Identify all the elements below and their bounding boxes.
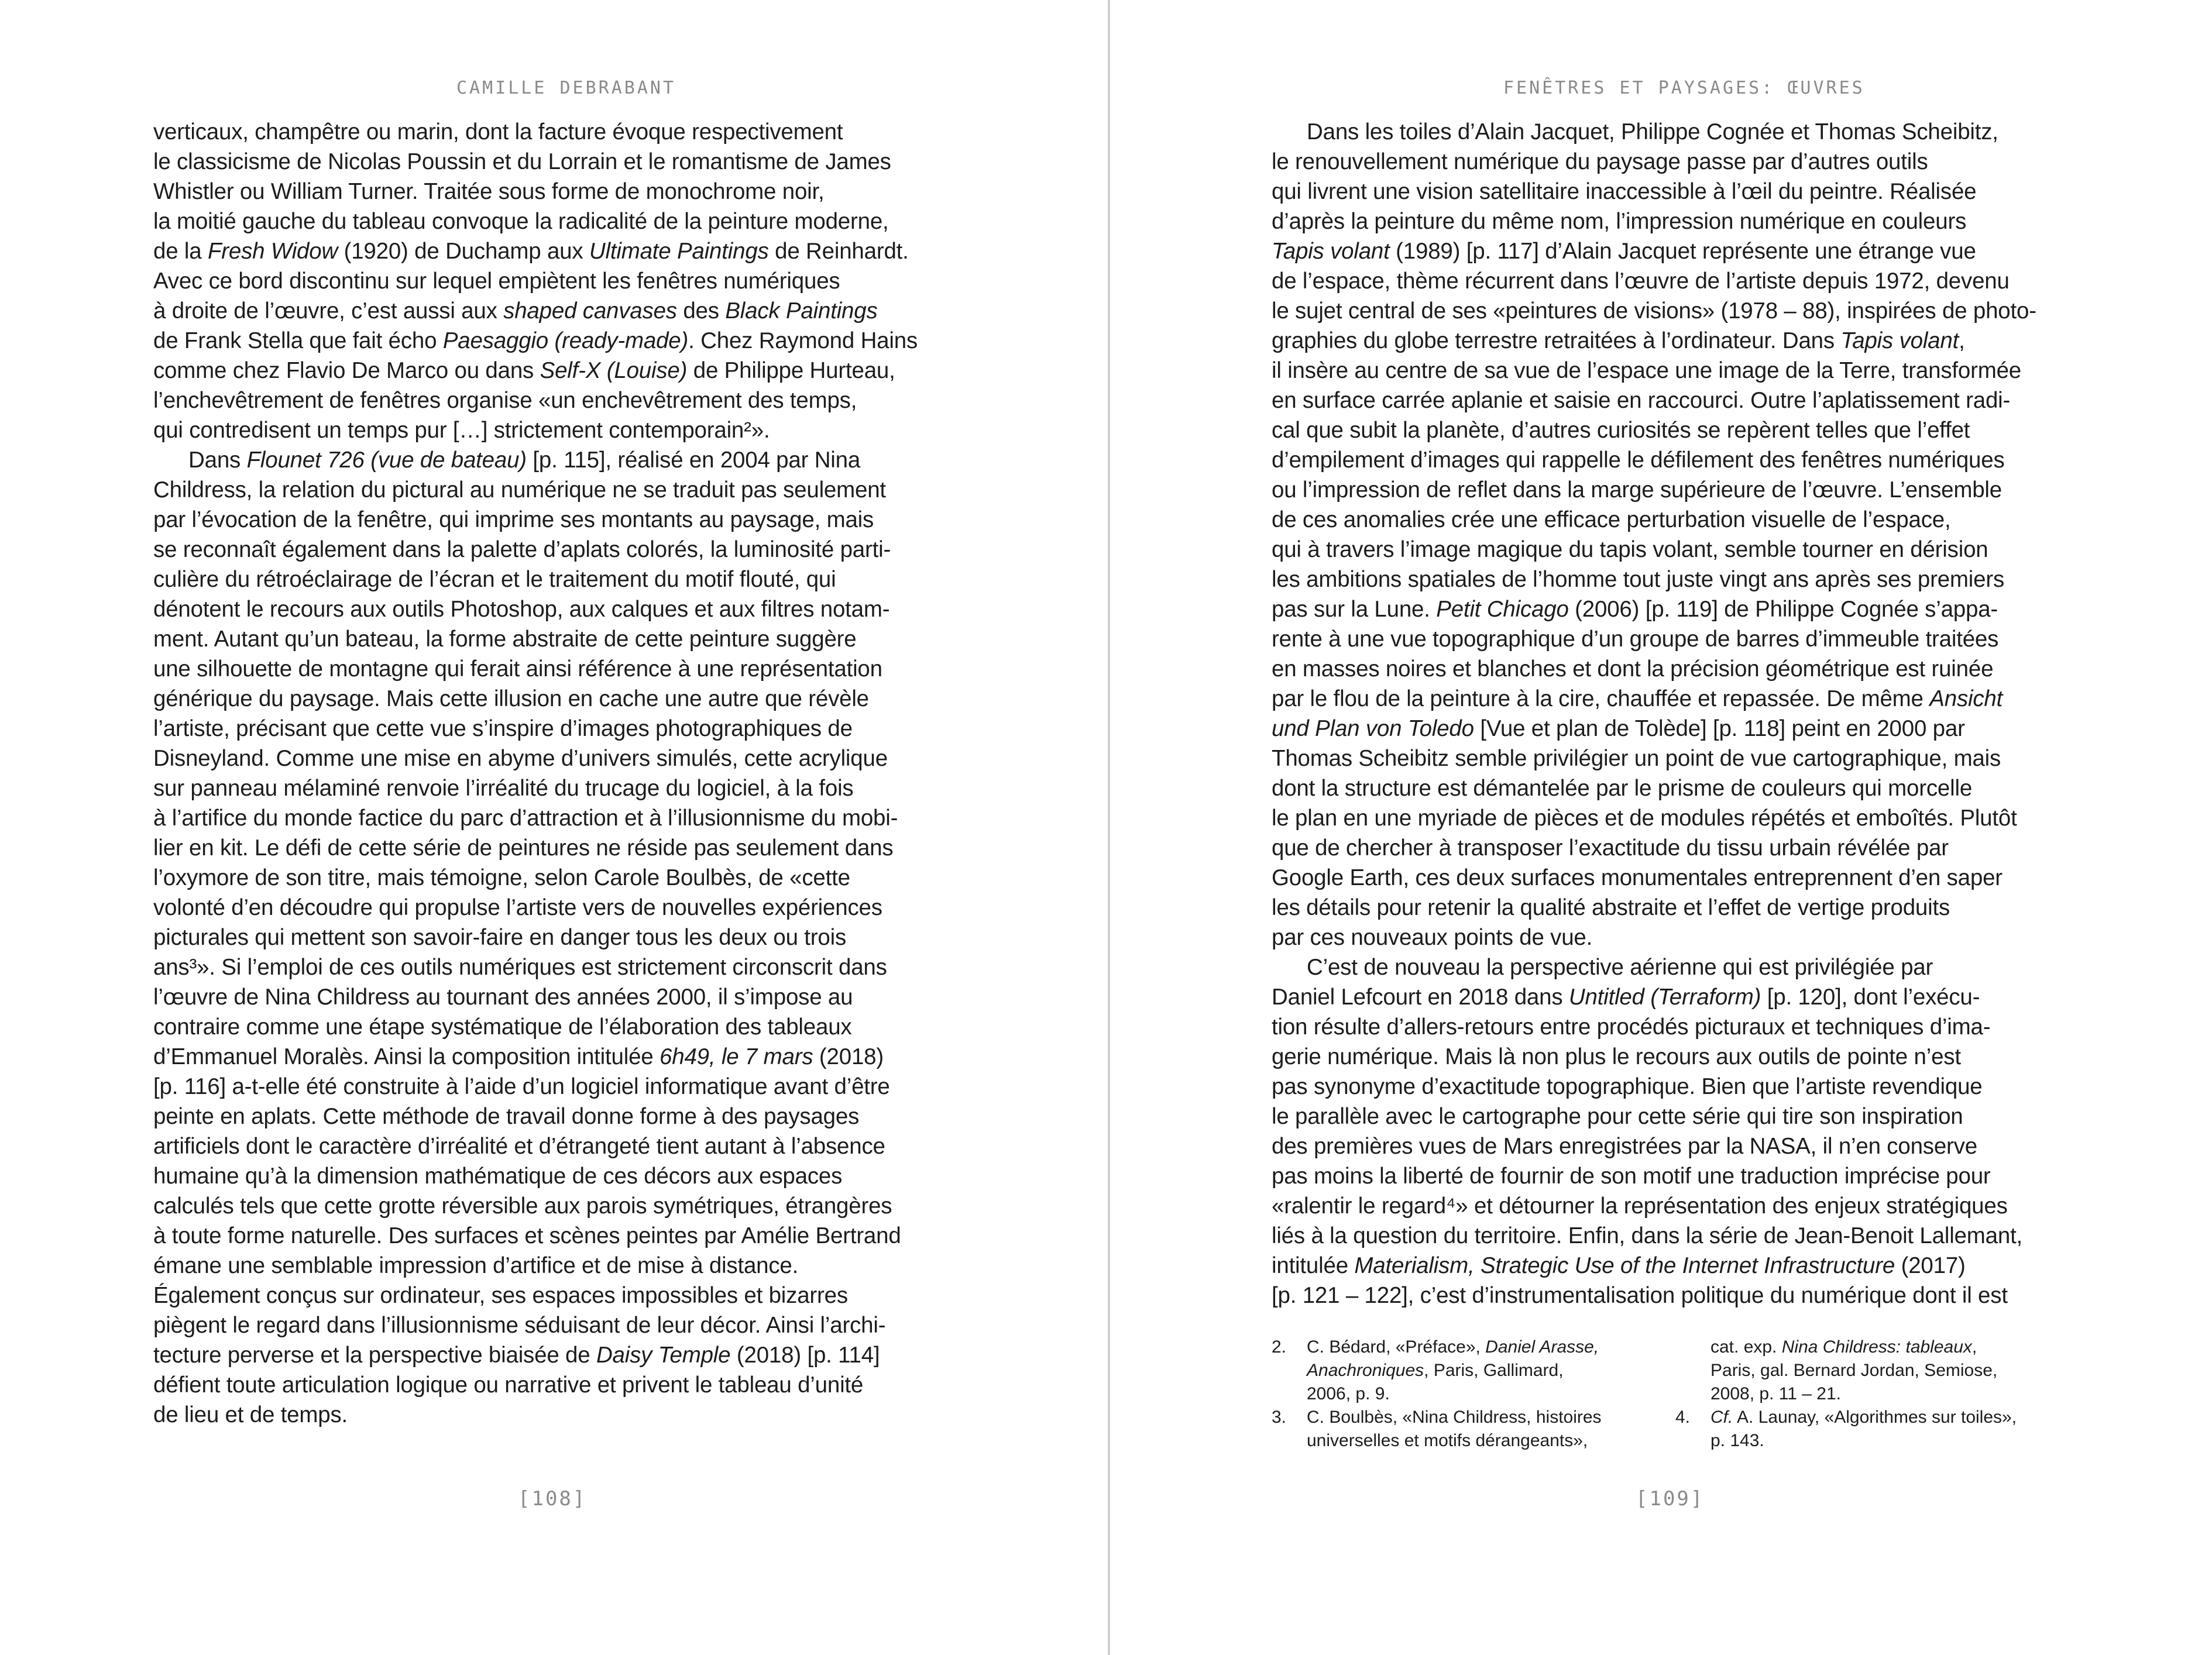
footnote-column: [1675, 1336, 2038, 1453]
text-line: qui à travers l’image magique du tapis volant, semble tourner en dérision: [1272, 537, 1988, 562]
text-line: sur panneau mélaminé renvoie l’irréalité du trucage du logiciel, à la fois: [153, 776, 854, 801]
text-line: à droite de l’œuvre, c’est aussi aux shaped canvases des Black Paintings: [153, 298, 878, 324]
footnote-line: 2006, p. 9.: [1307, 1384, 1390, 1403]
text-line: Disneyland. Comme une mise en abyme d’univers simulés, cette acrylique: [153, 746, 888, 771]
footnote: [1675, 1406, 2038, 1453]
text-line: l’enchevêtrement de fenêtres organise «un enchevêtrement des temps,: [153, 388, 857, 413]
text-line: Daniel Lefcourt en 2018 dans Untitled (Terraform) [p. 120], dont l’exécu-: [1272, 985, 1980, 1010]
text-line: dont la structure est démantelée par le prisme de couleurs qui morcelle: [1272, 776, 1973, 801]
footnote: [1272, 1336, 1634, 1406]
text-line: qui livrent une vision satellitaire inaccessible à l’œil du peintre. Réalisée: [1272, 179, 1977, 204]
text-line: d’après la peinture du même nom, l’impression numérique en couleurs: [1272, 209, 1967, 234]
text-line: de la Fresh Widow (1920) de Duchamp aux Ultimate Paintings de Reinhardt.: [153, 239, 909, 264]
text-line: tecture perverse et la perspective biaisée de Daisy Temple (2018) [p. 114]: [153, 1343, 880, 1368]
text-line: le classicisme de Nicolas Poussin et du Lorrain et le romantisme de James: [153, 149, 891, 174]
text-line: lier en kit. Le défi de cette série de peintures ne réside pas seulement dans: [153, 835, 894, 861]
text-line: peinte en aplats. Cette méthode de travail donne forme à des paysages: [153, 1104, 860, 1129]
text-line: comme chez Flavio De Marco ou dans Self-X (Louise) de Philippe Hurteau,: [153, 358, 895, 383]
page-number: [108]: [518, 1487, 587, 1511]
page-number: [109]: [1636, 1487, 1705, 1511]
text-line: Également conçus sur ordinateur, ses espaces impossibles et bizarres: [153, 1283, 848, 1308]
text-line: Tapis volant (1989) [p. 117] d’Alain Jacquet représente une étrange vue: [1272, 239, 1976, 264]
footnote-number: 2.: [1272, 1337, 1287, 1357]
text-line-paragraph-start: C’est de nouveau la perspective aérienne qui est privilégiée par: [1307, 955, 1933, 980]
text-line: que de chercher à transposer l’exactitude du tissu urbain révélée par: [1272, 835, 1949, 861]
text-line: en surface carrée aplanie et saisie en raccourci. Outre l’aplatissement radi-: [1272, 388, 2011, 413]
text-line: d’Emmanuel Moralès. Ainsi la composition intitulée 6h49, le 7 mars (2018): [153, 1044, 884, 1069]
footnote-line: Paris, gal. Bernard Jordan, Semiose,: [1710, 1361, 1998, 1380]
text-line: Google Earth, ces deux surfaces monumentales entreprennent d’en saper: [1272, 865, 2003, 890]
right-body-text: [1272, 117, 2059, 1310]
text-line: des premières vues de Mars enregistrées par la NASA, il n’en conserve: [1272, 1134, 1977, 1159]
text-line: volonté d’en découdre qui propulse l’artiste vers de nouvelles expériences: [153, 895, 882, 920]
footnote-line: C. Boulbès, «Nina Childress, histoires: [1307, 1408, 1602, 1427]
text-line: l’oxymore de son titre, mais témoigne, selon Carole Boulbès, de «cette: [153, 865, 850, 890]
text-line: Whistler ou William Turner. Traitée sous forme de monochrome noir,: [153, 179, 825, 204]
text-line: artificiels dont le caractère d’irréalité et d’étrangeté tient autant à l’absence: [153, 1134, 885, 1159]
text-line: graphies du globe terrestre retraitées à l’ordinateur. Dans Tapis volant,: [1272, 328, 1965, 353]
text-line: dénotent le recours aux outils Photoshop, aux calques et aux filtres notam-: [153, 597, 890, 622]
text-line: à toute forme naturelle. Des surfaces et scènes peintes par Amélie Bertrand: [153, 1223, 901, 1248]
text-line: pas sur la Lune. Petit Chicago (2006) [p. 119] de Philippe Cognée s’appa-: [1272, 597, 1998, 622]
text-line: la moitié gauche du tableau convoque la radicalité de la peinture moderne,: [153, 209, 889, 234]
text-line: cal que subit la planète, d’autres curiosités se repèrent telles que l’effet: [1272, 418, 1970, 443]
text-line: «ralentir le regard⁴» et détourner la représentation des enjeux stratégiques: [1272, 1193, 2008, 1219]
text-line: [p. 116] a-t-elle été construite à l’aide d’un logiciel informatique avant d’être: [153, 1074, 890, 1099]
text-line: Thomas Scheibitz semble privilégier un point de vue cartographique, mais: [1272, 746, 2001, 771]
text-line: [p. 121 – 122], c’est d’instrumentalisation politique du numérique dont il est: [1272, 1283, 2008, 1308]
text-line: Childress, la relation du pictural au numérique ne se traduit pas seulement: [153, 477, 886, 503]
running-head-chapter: FENÊTRES ET PAYSAGES: ŒUVRES: [1503, 78, 1865, 98]
footnote-line: C. Bédard, «Préface», Daniel Arasse,: [1307, 1337, 1599, 1357]
text-line: ans³». Si l’emploi de ces outils numériques est strictement circonscrit dans: [153, 955, 887, 980]
text-line: par l’évocation de la fenêtre, qui imprime ses montants au paysage, mais: [153, 507, 874, 532]
text-line: de lieu et de temps.: [153, 1402, 348, 1427]
text-line: d’empilement d’images qui rappelle le défilement des fenêtres numériques: [1272, 448, 2005, 473]
text-line: émane une semblable impression d’artifice et de mise à distance.: [153, 1253, 799, 1278]
text-line: pas moins la liberté de fournir de son motif une traduction imprécise pour: [1272, 1164, 1991, 1189]
text-line: rente à une vue topographique d’un groupe de barres d’immeuble traitées: [1272, 627, 1999, 652]
text-line: pas synonyme d’exactitude topographique. Bien que l’artiste revendique: [1272, 1074, 1983, 1099]
text-line: tion résulte d’allers-retours entre procédés picturaux et techniques d’ima-: [1272, 1014, 1991, 1040]
text-line-paragraph-start: Dans Flounet 726 (vue de bateau) [p. 115], réalisé en 2004 par Nina: [188, 448, 861, 473]
text-line: le plan en une myriade de pièces et de modules répétés et emboîtés. Plutôt: [1272, 806, 2017, 831]
text-line: par le flou de la peinture à la cire, chauffée et repassée. De même Ansicht: [1272, 686, 2003, 711]
footnote-line: p. 143.: [1710, 1431, 1764, 1450]
text-line: liés à la question du territoire. Enfin, dans la série de Jean-Benoit Lallemant,: [1272, 1223, 2023, 1248]
text-line: l’œuvre de Nina Childress au tournant des années 2000, il s’impose au: [153, 985, 853, 1010]
text-line: piègent le regard dans l’illusionnisme séduisant de leur décor. Ainsi l’archi-: [153, 1313, 886, 1338]
text-line: à l’artifice du monde factice du parc d’attraction et à l’illusionnisme du mobi-: [153, 806, 898, 831]
text-line: intitulée Materialism, Strategic Use of the Internet Infrastructure (2017): [1272, 1253, 1966, 1278]
text-line: se reconnaît également dans la palette d’aplats colorés, la luminosité parti-: [153, 537, 891, 562]
text-line: par ces nouveaux points de vue.: [1272, 925, 1593, 950]
text-line: le sujet central de ses «peintures de visions» (1978 – 88), inspirées de photo-: [1272, 298, 2036, 324]
text-line: en masses noires et blanches et dont la précision géométrique est ruinée: [1272, 656, 1994, 682]
left-body-text: [153, 117, 959, 1430]
text-line: gerie numérique. Mais là non plus le recours aux outils de pointe n’est: [1272, 1044, 1961, 1069]
text-line: de l’espace, thème récurrent dans l’œuvre de l’artiste depuis 1972, devenu: [1272, 269, 2010, 294]
text-line: Avec ce bord discontinu sur lequel empiètent les fenêtres numériques: [153, 269, 840, 294]
footnote-line: 2008, p. 11 – 21.: [1710, 1384, 1841, 1403]
text-line: humaine qu’à la dimension mathématique de ces décors aux espaces: [153, 1164, 843, 1189]
text-line: picturales qui mettent son savoir-faire en danger tous les deux ou trois: [153, 925, 847, 950]
text-line: de ces anomalies crée une efficace perturbation visuelle de l’espace,: [1272, 507, 1951, 532]
text-line: verticaux, champêtre ou marin, dont la facture évoque respectivement: [153, 119, 843, 144]
text-line: de Frank Stella que fait écho Paesaggio (ready-made). Chez Raymond Hains: [153, 328, 918, 353]
text-line: ment. Autant qu’un bateau, la forme abstraite de cette peinture suggère: [153, 627, 857, 652]
text-line: le parallèle avec le cartographe pour cette série qui tire son inspiration: [1272, 1104, 1963, 1129]
text-line: qui contredisent un temps pur […] strictement contemporain²».: [153, 418, 770, 443]
text-line: culière du rétroéclairage de l’écran et le traitement du motif flouté, qui: [153, 567, 836, 592]
text-line: le renouvellement numérique du paysage passe par d’autres outils: [1272, 149, 1928, 174]
footnote-line: Cf. A. Launay, «Algorithmes sur toiles»,: [1710, 1408, 2017, 1427]
right-page: [1110, 0, 2212, 1655]
text-line: il insère au centre de sa vue de l’espace une image de la Terre, transformée: [1272, 358, 2021, 383]
running-head-author: CAMILLE DEBRABANT: [456, 78, 676, 98]
text-line: und Plan von Toledo [Vue et plan de Tolède] [p. 118] peint en 2000 par: [1272, 716, 1965, 741]
text-line: les ambitions spatiales de l’homme tout juste vingt ans après ses premiers: [1272, 567, 2005, 592]
text-line: défient toute articulation logique ou narrative et privent le tableau d’unité: [153, 1372, 864, 1398]
footnote-line: cat. exp. Nina Childress: tableaux,: [1710, 1337, 1977, 1357]
footnote-column: [1272, 1336, 1634, 1453]
text-line: générique du paysage. Mais cette illusion en cache une autre que révèle: [153, 686, 869, 711]
text-line: contraire comme une étape systématique de l’élaboration des tableaux: [153, 1014, 852, 1040]
footnote-line: Anachroniques, Paris, Gallimard,: [1307, 1361, 1564, 1380]
footnote-number: 3.: [1272, 1408, 1287, 1427]
text-line: ou l’impression de reflet dans la marge supérieure de l’œuvre. L’ensemble: [1272, 477, 2002, 503]
footnote-continued: [1675, 1336, 2038, 1406]
text-line-paragraph-start: Dans les toiles d’Alain Jacquet, Philippe Cognée et Thomas Scheibitz,: [1307, 119, 1998, 144]
footnote: [1272, 1406, 1634, 1453]
footnote-line: universelles et motifs dérangeants»,: [1307, 1431, 1588, 1450]
text-line: les détails pour retenir la qualité abstraite et l’effet de vertige produits: [1272, 895, 1950, 920]
text-line: une silhouette de montagne qui ferait ainsi référence à une représentation: [153, 656, 882, 682]
text-line: calculés tels que cette grotte réversible aux parois symétriques, étrangères: [153, 1193, 892, 1219]
text-line: l’artiste, précisant que cette vue s’inspire d’images photographiques de: [153, 716, 853, 741]
footnote-number: 4.: [1675, 1408, 1691, 1427]
